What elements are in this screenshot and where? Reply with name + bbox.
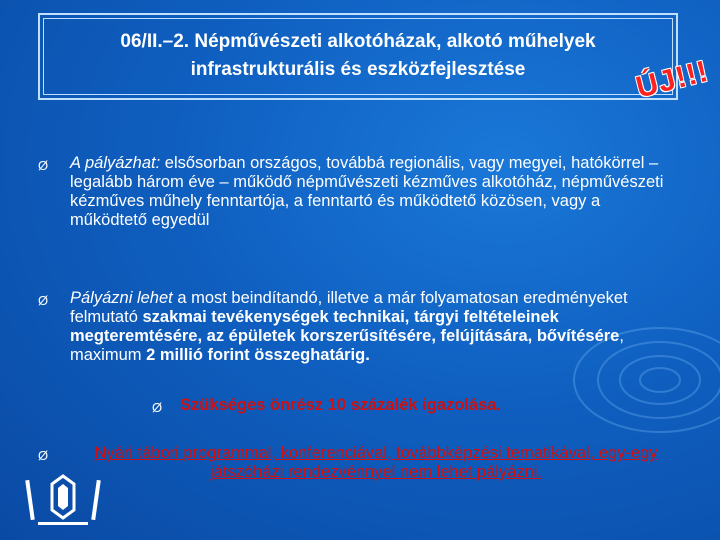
bullet-arrow-icon: Ø xyxy=(152,400,163,415)
title-line-1: 06/II.–2. Népművészeti alkotóházak, alkotó műhelyek xyxy=(120,31,596,52)
title-line-2: infrastrukturális és eszközfejlesztése xyxy=(190,59,526,80)
bullet-purpose-bold-1: szakmai tevékenységek technikai, tárgyi feltételeinek megteremtésére, az épületek korszerűsítésére, felújítására, bővítésére xyxy=(70,308,620,345)
bullet-purpose xyxy=(70,289,682,365)
bullet-eligibility-text: elsősorban országos, továbbá regionális, vagy megyei, hatókörrel – legalább három éve – működő népművészeti kézműves alkotóház, népművészeti kézműves műhely fenntartója, a fenntartó és működtető közösen, vagy a működtető egyedül xyxy=(70,154,664,229)
bullet-eligibility-lead: A pályázhat: xyxy=(70,154,161,172)
bullet-purpose-text-1: a most beindítandó, illetve a már folyamatosan eredményeket felmutató xyxy=(70,289,628,326)
bullet-arrow-icon: Ø xyxy=(38,293,49,308)
institute-logo-icon xyxy=(22,470,104,532)
bullet-purpose-bold-2: 2 millió forint összeghatárig. xyxy=(146,346,370,364)
bullet-eligibility xyxy=(70,154,680,230)
bullet-exclusions: Nyári tábori programmal, konferenciával, továbbképzési tematikával, egy-egy játszóházi rendezvénnyel nem lehet pályázni. xyxy=(94,444,658,481)
bullet-arrow-icon: Ø xyxy=(38,448,49,463)
slide-title xyxy=(38,28,678,84)
bullet-purpose-lead: Pályázni lehet xyxy=(70,289,173,307)
new-badge: ÚJ!!! xyxy=(632,54,713,105)
bullet-purpose-text-2: , maximum xyxy=(70,327,624,364)
bullet-arrow-icon: Ø xyxy=(38,158,49,173)
sub-bullet-own-contribution: Szükséges önrész 10 százalék igazolása. xyxy=(180,396,502,414)
